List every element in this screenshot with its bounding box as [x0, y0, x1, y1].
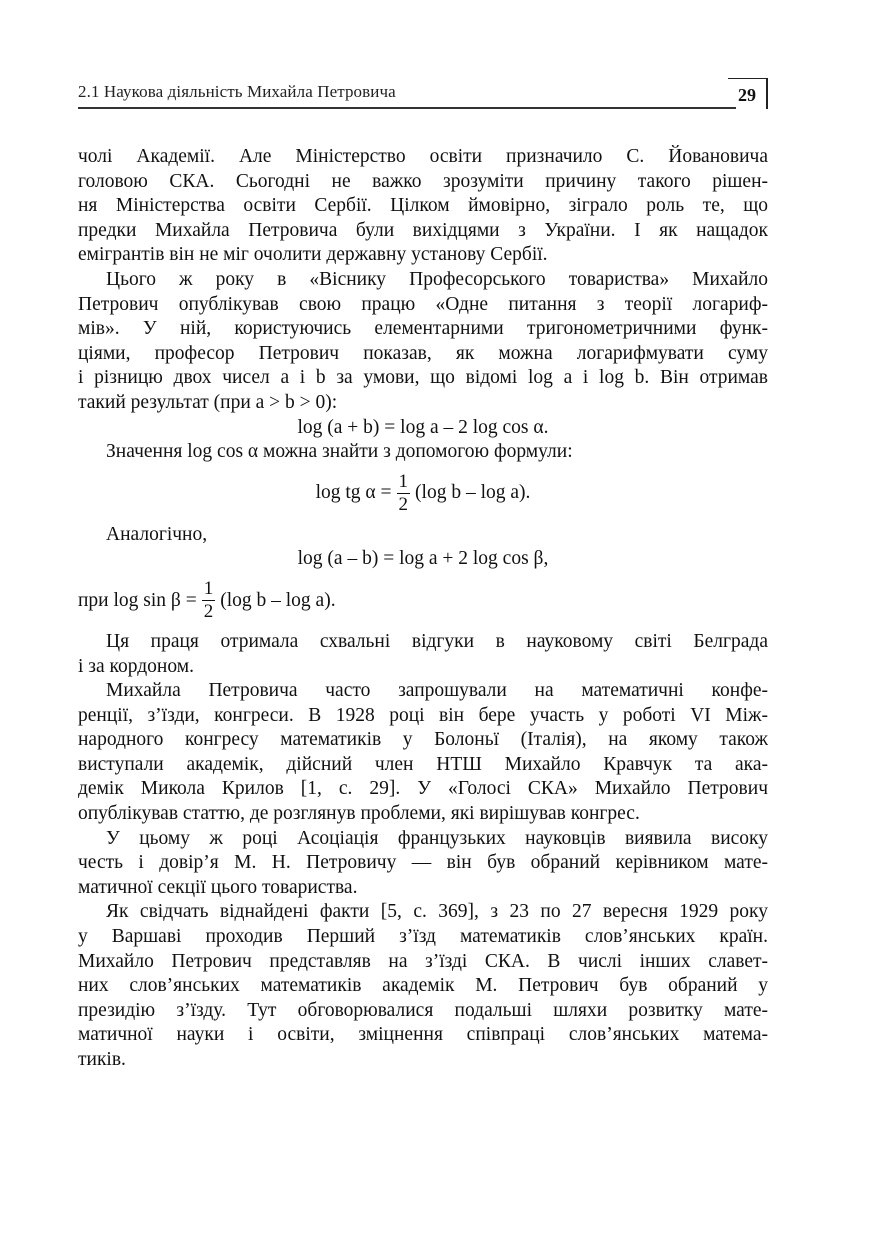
fraction	[397, 471, 411, 516]
text-line: опублікував статтю, де розглянув проблеми, які вирішував конгрес.	[78, 803, 640, 825]
text-line: Ця праця отримала схвальні відгуки в науковому світі Белграда	[106, 630, 768, 652]
fraction-numerator: 1	[203, 578, 214, 600]
text-line: них слов’янських математиків академік М. Петрович був обраний у	[78, 975, 768, 997]
paragraph-3: Значення log cos α можна знайти з допомогою формули:	[106, 441, 573, 463]
paragraph-4: Аналогічно,	[106, 523, 208, 545]
paragraph-2	[78, 268, 768, 416]
body-text	[78, 145, 768, 1073]
text-line: ня Міністерства освіти Сербії. Цілком ймовірно, зіграло роль те, що	[78, 195, 768, 217]
page-number: 29	[728, 78, 768, 109]
formula-4-left: при log sin β =	[78, 589, 197, 611]
text-line: чолі Академії. Але Міністерство освіти призначило С. Йовановича	[78, 146, 768, 167]
paragraph-5	[78, 630, 768, 679]
text-line: емігрантів він не міг очолити державну установу Сербії.	[78, 244, 548, 266]
text-line: у Варшаві проходив Перший з’їзд математиків слов’янських країн.	[78, 926, 768, 948]
text-line: честь і довір’я М. Н. Петровичу — він був обраний керівником мате-	[78, 852, 768, 874]
formula-3: log (a – b) = log a + 2 log cos β,	[297, 548, 549, 570]
header-rule	[78, 107, 736, 109]
text-line: Петрович опублікував свою працю «Одне питання з теорії логариф-	[78, 293, 768, 315]
text-line: народного конгресу математиків у Болоньї (Італія), на якому також	[78, 729, 768, 751]
text-line: президію з’їзду. Тут обговорювалися подальші шляхи розвитку мате-	[78, 999, 768, 1021]
fraction-denominator: 2	[398, 494, 409, 516]
running-header	[78, 78, 768, 112]
text-line: головою СКА. Сьогодні не важко зрозуміти причину такого рішен-	[78, 170, 768, 192]
paragraph-6	[78, 679, 768, 827]
paragraph-1	[78, 145, 768, 268]
fraction-denominator: 2	[203, 601, 214, 623]
formula-4-right: (log b – log a).	[220, 589, 336, 611]
text-line: ціями, професор Петрович показав, як можна логарифмувати суму	[78, 342, 768, 364]
section-title: 2.1 Наукова діяльність Михайла Петровича	[78, 82, 396, 101]
paragraph-7	[78, 827, 768, 901]
text-line: і за кордоном.	[78, 655, 194, 677]
formula-2-right: (log b – log a).	[415, 482, 531, 504]
text-line: виступали академік, дійсний член НТШ Михайло Кравчук та ака-	[78, 753, 768, 775]
text-line: тиків.	[78, 1049, 126, 1070]
text-line: такий результат (при a > b > 0):	[78, 391, 338, 413]
text-line: предки Михайла Петровича були вихідцями з України. І як нащадок	[78, 219, 768, 241]
fraction-numerator: 1	[398, 471, 409, 493]
text-line: Михайла Петровича часто запрошували на математичні конфе-	[106, 680, 768, 702]
paragraph-8	[78, 900, 768, 1072]
formula-4	[78, 572, 768, 630]
text-line: матичної науки і освіти, зміцнення співпраці слов’янських матема-	[78, 1024, 768, 1046]
formula-2-left: log tg α =	[315, 482, 392, 504]
text-line: У цьому ж році Асоціація французьких науковців виявила високу	[106, 827, 768, 849]
fraction	[202, 578, 216, 623]
text-line: демік Микола Крилов [1, с. 29]. У «Голосі СКА» Михайло Петрович	[78, 778, 768, 800]
text-line: мів». У ній, користуючись елементарними тригонометричними функ-	[78, 318, 768, 340]
text-line: і різницю двох чисел a і b за умови, що відомі log a і log b. Він отримав	[78, 367, 768, 389]
text-line: Цього ж року в «Віснику Професорського товариства» Михайло	[106, 268, 768, 290]
formula-1: log (a + b) = log a – 2 log cos α.	[297, 416, 549, 438]
text-line: матичної секції цього товариства.	[78, 876, 358, 898]
formula-2	[78, 465, 768, 523]
text-line: ренції, з’їзди, конгреси. В 1928 році він бере участь у роботі VI Між-	[78, 704, 768, 726]
text-line: Як свідчать віднайдені факти [5, с. 369], з 23 по 27 вересня 1929 року	[106, 901, 768, 923]
text-line: Михайло Петрович представляв на з’їзді СКА. В числі інших славет-	[78, 950, 768, 972]
